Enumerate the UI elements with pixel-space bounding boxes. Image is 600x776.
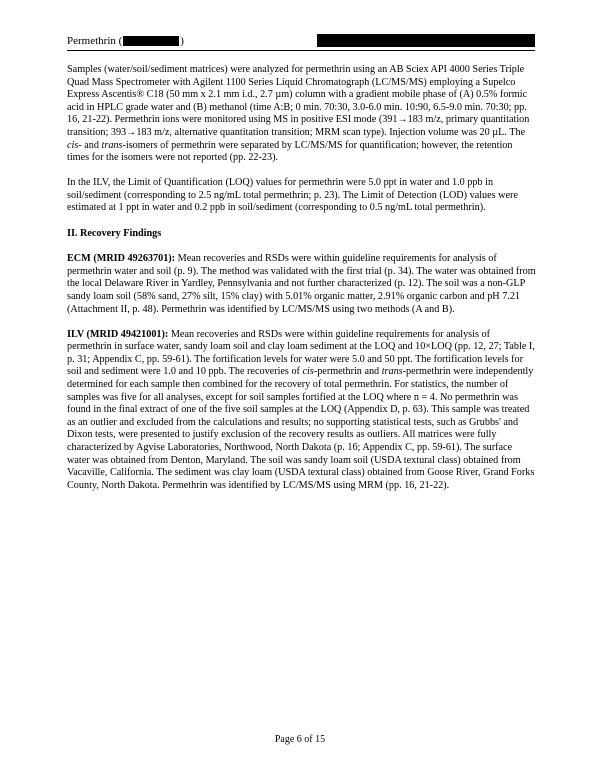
ecm-text: Mean recoveries and RSDs were within guideline requirements for analysis of permethrin water and soil (p. 9). The method was validated with the first trial (p. 34). The water was obtained from the local Delaware River in Yardley, Pennsylvania and not further characterized (p. 12). The soil was a non-GLP sandy loam soil (58% sand, 27% silt, 15% clay) with 5.01% organic matter, 2.91% organic carbon and pH 7.21 (Attachment II, p. 48). Permethrin was identified by LC/MS/MS using two methods (A and B). (67, 253, 536, 315)
ilv-label: ILV (MRID 49421001): (67, 328, 169, 340)
section-heading: II. Recovery Findings (67, 227, 162, 239)
header-title (67, 35, 184, 47)
ilv-paragraph (67, 329, 537, 493)
analysis-text-2: - and (78, 139, 102, 151)
document-body (67, 64, 537, 505)
analysis-text-1: Samples (water/soil/sediment matrices) were analyzed for permethrin using an AB Sciex API 4000 Series Triple Quad Mass Spectrometer with Agilent 1100 Series Liquid Chromatograph (LC/MS/MS) employing a Supelco Express Ascentis® C18 (50 mm x 2.1 mm i.d., 2.7 µm) column with a gradient mobile phase of (A) 0.5% formic acid in HPLC grade water and (B) methanol (time A:B; 0 min. 70:30, 3.0-6.0 min. 10:90, 6.5-9.0 min. 70:30; pp. 16, 21-22). Permethrin ions were monitored using MS in positive ESI mode (391→183 m/z, primary quantitation transition; 393→183 m/z, alternative quantitation transition; MRM scan type). Injection volume was 20 µL. The (67, 64, 530, 138)
analysis-paragraph (67, 64, 537, 165)
analysis-cis: cis (67, 139, 79, 151)
page-header (67, 30, 535, 51)
page-number: Page 6 of 15 (274, 734, 326, 745)
redaction-box (123, 36, 179, 46)
analysis-trans: trans (101, 139, 123, 151)
ilv-text-3: -permethrin were independently determined for each sample then combined for the recovery of total permethrin. For statistics, the number of samples was five for all analyses, except for soil samples fortified at the LOQ where n = 4. No permethrin was found in the final extract of one of the five soil samples at the LOQ (Appendix D, p. 63). This sample was treated as an outlier and excluded from the calculations and results; no supporting statistical tests, such as Grubbs' and Dixon tests, were presented to justify exclusion of the recovery results as outliers. All matrices were fully characterized by Agvise Laboratories, Northwood, North Dakota (p. 16; Appendix C, pp. 59-61). The surface water was obtained from Denton, Maryland. The soil was sandy loam soil (USDA textural class) obtained from Vacaville, California. The sediment was clay loam (USDA textural class) obtained from Goose River, Grand Forks County, North Dakota. Permethrin was identified by LC/MS/MS using MRM (pp. 16, 21-22). (67, 366, 535, 491)
header-title-suffix: ) (180, 35, 184, 47)
ecm-paragraph (67, 253, 537, 316)
header-title-prefix: Permethrin ( (67, 35, 123, 47)
ilv-text-2: -permethrin and (313, 366, 382, 378)
ilv-trans: trans (381, 366, 403, 378)
ilv-cis: cis (302, 366, 314, 378)
loq-paragraph: In the ILV, the Limit of Quantification (LOQ) values for permethrin were 5.0 ppt in water and 1.0 ppb in soil/sediment (corresponding to 2.5 ng/mL total permethrin; p. 23). The Limit of Detection (LOD) values were estimated at 1 ppt in water and 0.2 ppb in soil/sediment (corresponding to 0.5 ng/mL total permethrin). (67, 177, 518, 214)
ilv-text-1: Mean recoveries and RSDs were within guideline requirements for analysis of permethrin in surface water, sandy loam soil and clay loam sediment at the LOQ and 10×LOQ (pp. 12, 27; Table I, p. 31; Appendix C, pp. 59-61). The fortification levels for water were 5.0 and 50 ppt. The fortification levels for soil and sediment were 1.0 and 10 ppb. The recoveries of (67, 328, 535, 378)
redaction-bar (317, 34, 535, 47)
analysis-text-3: -isomers of permethrin were separated by LC/MS/MS for quantification; however, the retention times for the isomers were not reported (pp. 22-23). (67, 139, 513, 164)
ecm-label: ECM (MRID 49263701): (67, 253, 176, 265)
